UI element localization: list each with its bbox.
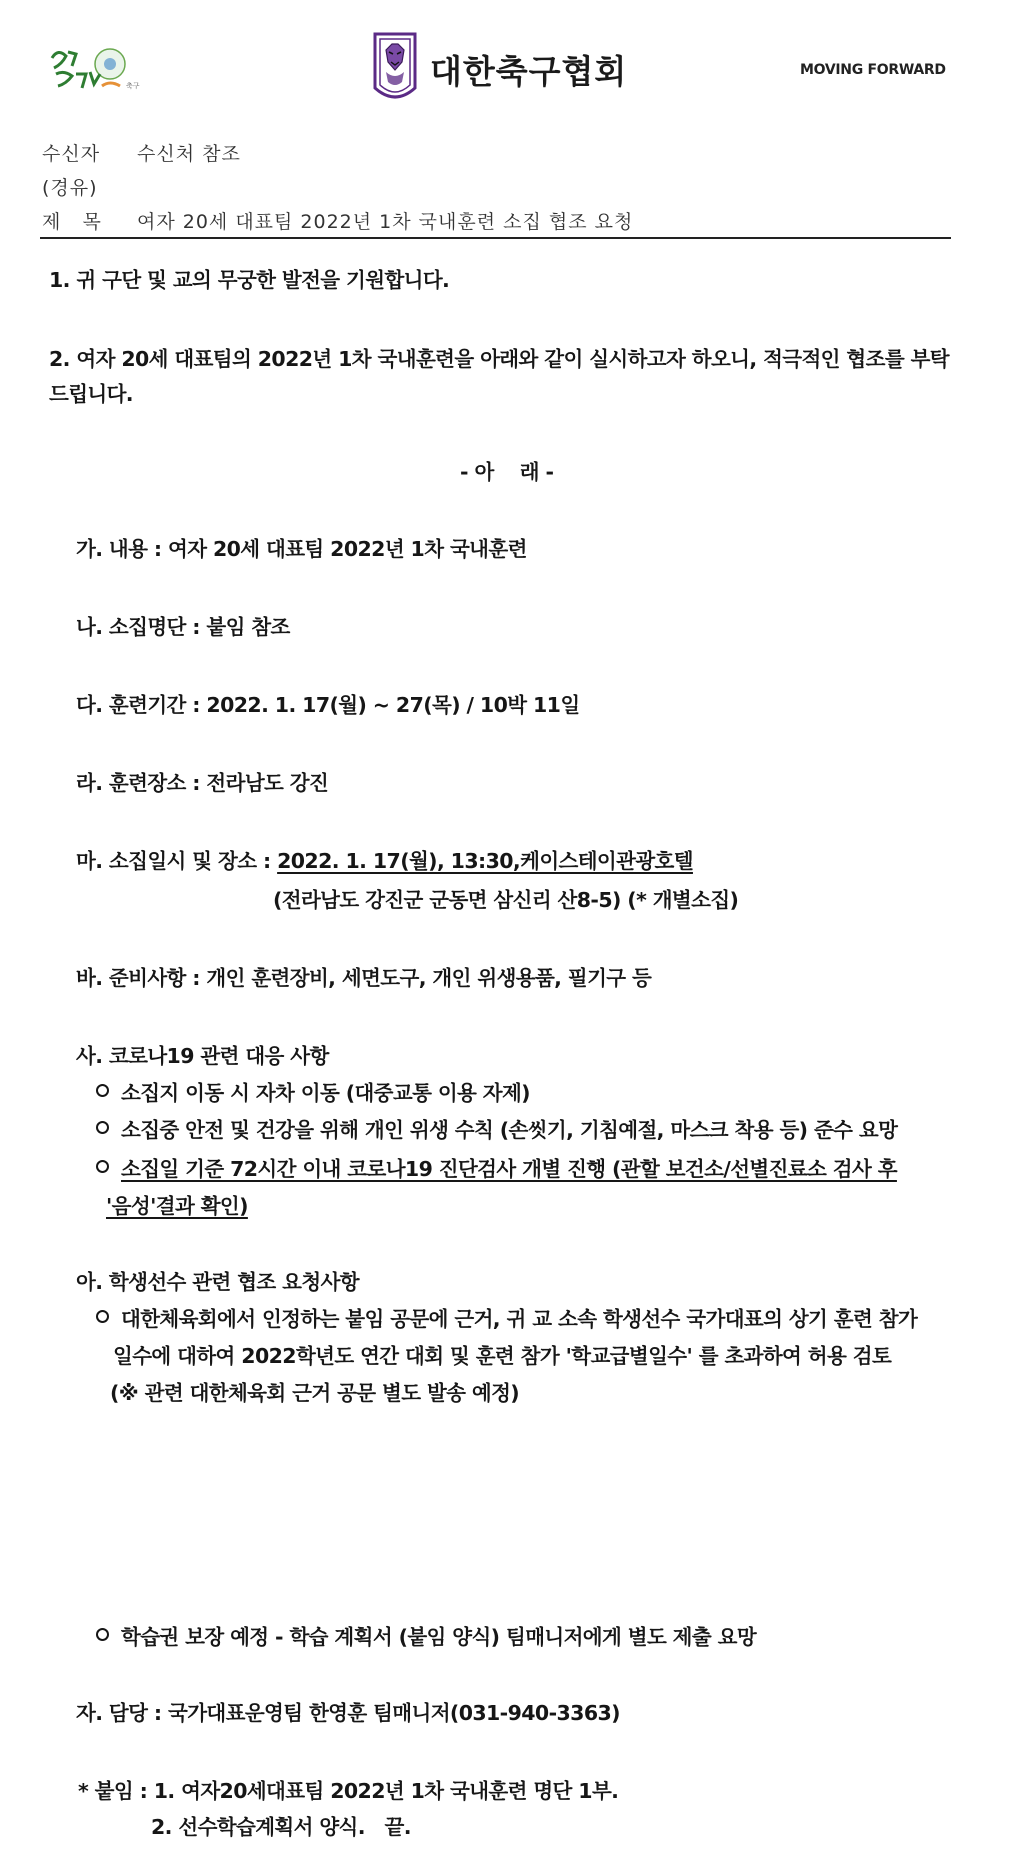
item-sa: 사. 코로나19 관련 대응 사항 bbox=[76, 1044, 329, 1068]
paragraph-2-line-2: 드립니다. bbox=[49, 382, 133, 406]
slogan: MOVING FORWARD bbox=[800, 62, 946, 78]
recipient-value: 수신처 참조 bbox=[137, 143, 241, 165]
item-ma-label: 마. 소집일시 및 장소 : bbox=[76, 849, 278, 873]
attachment-line-1: * 붙임 : 1. 여자20세대표팀 2022년 1차 국내훈련 명단 1부. bbox=[78, 1779, 619, 1803]
org-name: 대한축구협회 bbox=[430, 52, 628, 91]
subject-label: 제 목 bbox=[42, 211, 102, 233]
via-label: (경유) bbox=[42, 177, 98, 199]
sa-bullet-text: 소집일 기준 72시간 이내 코로나19 진단검사 개별 진행 (관할 보건소/선별진료소 검사 후 bbox=[121, 1157, 897, 1181]
recipient-label: 수신자 bbox=[42, 143, 101, 165]
item-a: 아. 학생선수 관련 협조 요청사항 bbox=[76, 1270, 359, 1294]
item-ma-value: 2022. 1. 17(월), 13:30,케이스테이관광호텔 bbox=[277, 849, 693, 873]
a-note: (※ 관련 대한체육회 근거 공문 별도 발송 예정) bbox=[110, 1381, 520, 1405]
paragraph-2-line-1: 2. 여자 20세 대표팀의 2022년 1차 국내훈련을 아래와 같이 실시하고자 하오니, 적극적인 협조를 부탁 bbox=[49, 347, 949, 371]
sa-bullet-continuation bbox=[106, 1189, 248, 1219]
kfa-tiger-emblem-icon bbox=[372, 30, 418, 106]
sa-bullet-text-continuation: '음성'결과 확인) bbox=[106, 1194, 248, 1218]
item-na: 나. 소집명단 : 붙임 참조 bbox=[76, 615, 290, 639]
a-bullet-line-2: 일수에 대하여 2022학년도 연간 대회 및 훈련 참가 '학교급별일수' 를 초과하여 허용 검토 bbox=[113, 1344, 892, 1368]
section-heading: - 아 래 - bbox=[460, 460, 554, 484]
item-da: 다. 훈련기간 : 2022. 1. 17(월) ~ 27(목) / 10박 11일 bbox=[76, 693, 580, 717]
campaign-logo-icon bbox=[48, 44, 140, 100]
paragraph-1: 1. 귀 구단 및 교의 무궁한 발전을 기원합니다. bbox=[49, 268, 450, 292]
attachment-line-2: 2. 선수학습계획서 양식. 끝. bbox=[151, 1815, 411, 1839]
circle-bullet-icon bbox=[96, 1628, 109, 1641]
sa-bullet bbox=[96, 1076, 530, 1106]
item-ga: 가. 내용 : 여자 20세 대표팀 2022년 1차 국내훈련 bbox=[76, 537, 527, 561]
sa-bullet bbox=[96, 1152, 897, 1182]
svg-text:축구: 축구 bbox=[126, 82, 140, 90]
sa-bullet bbox=[96, 1113, 897, 1143]
a-bullet-line-1: 대한체육회에서 인정하는 붙임 공문에 근거, 귀 교 소속 학생선수 국가대표의 상기 훈련 참가 bbox=[121, 1307, 918, 1331]
item-ma-sub: (전라남도 강진군 군동면 삼신리 산8-5) (* 개별소집) bbox=[273, 888, 739, 912]
a-bullet bbox=[96, 1302, 917, 1332]
item-ra: 라. 훈련장소 : 전라남도 강진 bbox=[76, 771, 329, 795]
study-bullet-text: 학습권 보장 예정 - 학습 계획서 (붙임 양식) 팀매니저에게 별도 제출 요망 bbox=[121, 1625, 757, 1649]
circle-bullet-icon bbox=[96, 1310, 109, 1323]
subject-value: 여자 20세 대표팀 2022년 1차 국내훈련 소집 협조 요청 bbox=[137, 211, 634, 233]
item-ba: 바. 준비사항 : 개인 훈련장비, 세면도구, 개인 위생용품, 필기구 등 bbox=[76, 966, 652, 990]
sa-bullet-text: 소집중 안전 및 건강을 위해 개인 위생 수칙 (손씻기, 기침예절, 마스크 착용 등) 준수 요망 bbox=[121, 1118, 898, 1142]
circle-bullet-icon bbox=[96, 1084, 109, 1097]
sa-bullet-text: 소집지 이동 시 자차 이동 (대중교통 이용 자제) bbox=[121, 1081, 530, 1105]
header-divider bbox=[40, 237, 951, 239]
item-ja: 자. 담당 : 국가대표운영팀 한영훈 팀매니저(031-940-3363) bbox=[76, 1701, 620, 1725]
study-bullet bbox=[96, 1620, 756, 1650]
item-ma bbox=[76, 844, 693, 874]
circle-bullet-icon bbox=[96, 1121, 109, 1134]
circle-bullet-icon bbox=[96, 1160, 109, 1173]
